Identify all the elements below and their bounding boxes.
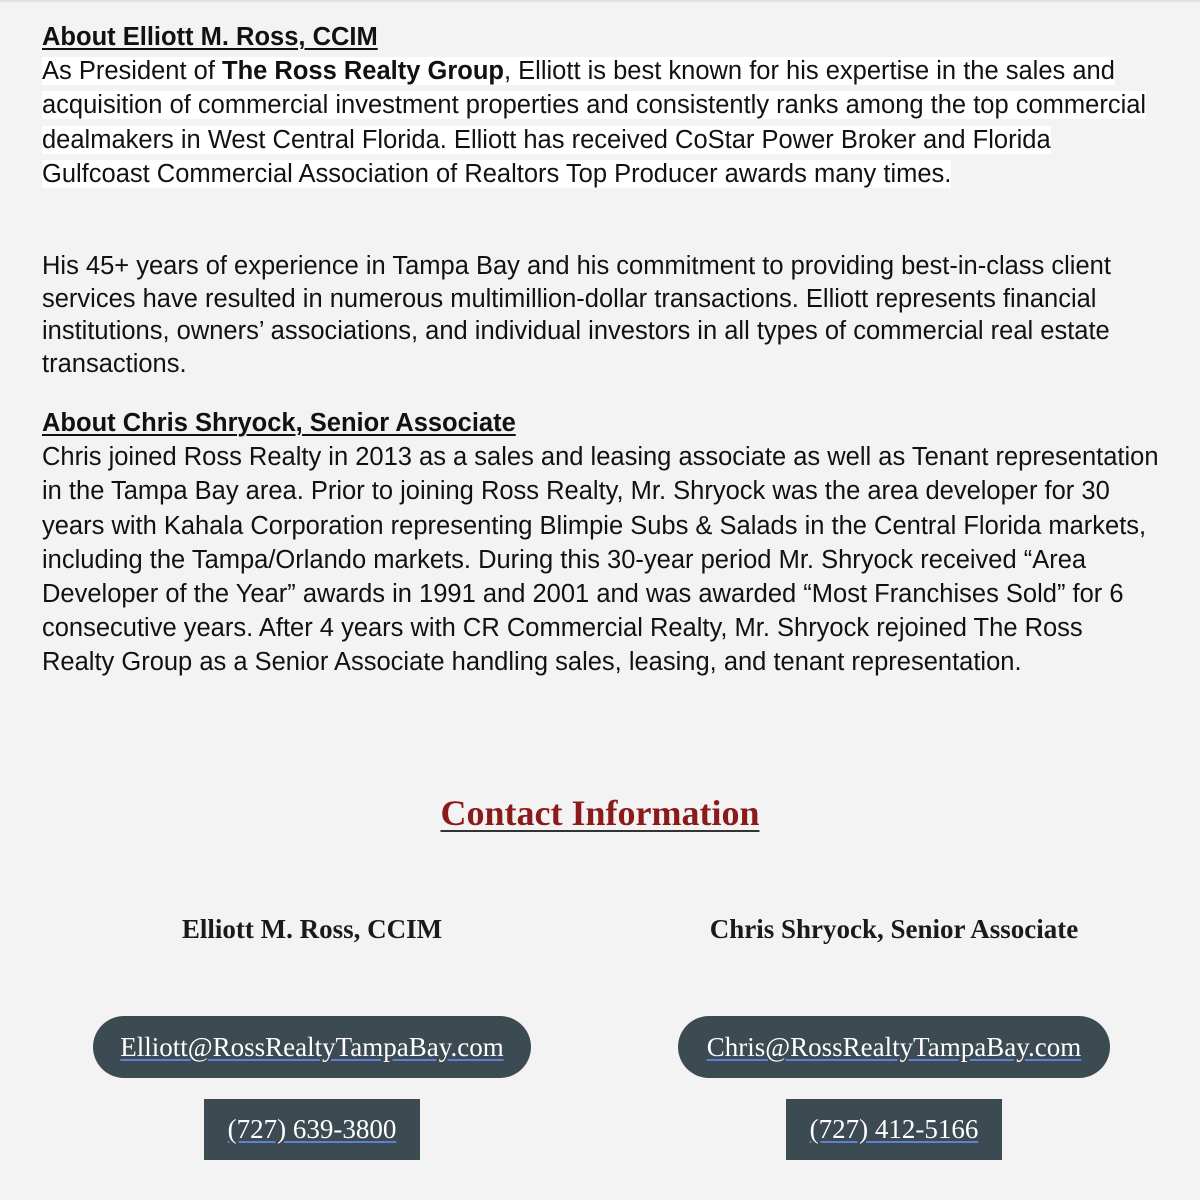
bio-chris-section [42,406,1162,680]
contact-name-chris: Chris Shryock, Senior Associate [709,914,1079,944]
bio-elliott-p1-rest: , Elliott is best known for his expertise in the sales and acquisition of commercial investment properties and consistently ranks among the top commercial dealmakers in West Central Florida. Elliott has received CoStar Power Broker and Florida Gulfcoast Commercial Association of Realtors Top Producer awards many times. [42,57,1147,188]
email-link-elliott[interactable]: Elliott@RossRealtyTampaBay.com [120,1032,504,1062]
bio-elliott-section [42,20,1162,191]
bio-chris-paragraph: Chris joined Ross Realty in 2013 as a sales and leasing associate as well as Tenant representation in the Tampa Bay area. Prior to joining Ross Realty, Mr. Shryock was the area developer for 30 years with Kahala Corporation representing Blimpie Subs & Salads in the Central Florida markets, including the Tampa/Orlando markets. During this 30-year period Mr. Shryock received “Area Developer of the Year” awards in 1991 and 2001 and was awarded “Most Franchises Sold” for 6 consecutive years. After 4 years with CR Commercial Realty, Mr. Shryock rejoined The Ross Realty Group as a Senior Associate handling sales, leasing, and tenant representation. [42,443,1159,677]
phone-link-chris[interactable]: (727) 412-5166 [809,1114,979,1144]
bio-elliott-paragraph-2: His 45+ years of experience in Tampa Bay and his commitment to providing best-in-class client services have resulted in numerous multimillion-dollar transactions. Elliott represents financial institutions, owners’ associations, and individual investors in all types of commercial real estate transactions. [42,252,1111,378]
contact-heading [0,792,1200,834]
email-button-elliott[interactable] [93,1016,531,1078]
email-button-chris[interactable] [678,1016,1110,1078]
bio-chris-heading: About Chris Shryock, Senior Associate [42,409,516,437]
top-divider [0,0,1200,2]
email-link-chris[interactable]: Chris@RossRealtyTampaBay.com [706,1032,1082,1062]
phone-button-elliott[interactable] [204,1099,420,1160]
bio-elliott-paragraph-1 [42,54,1162,191]
company-name: The Ross Realty Group [222,57,504,86]
contact-heading-text: Contact Information [440,793,760,833]
phone-link-elliott[interactable]: (727) 639-3800 [227,1114,397,1144]
contact-name-elliott: Elliott M. Ross, CCIM [181,914,443,944]
phone-button-chris[interactable] [786,1099,1002,1160]
bio-elliott-heading: About Elliott M. Ross, CCIM [42,23,378,51]
bio-elliott-p1-prefix: As President of [42,57,223,86]
